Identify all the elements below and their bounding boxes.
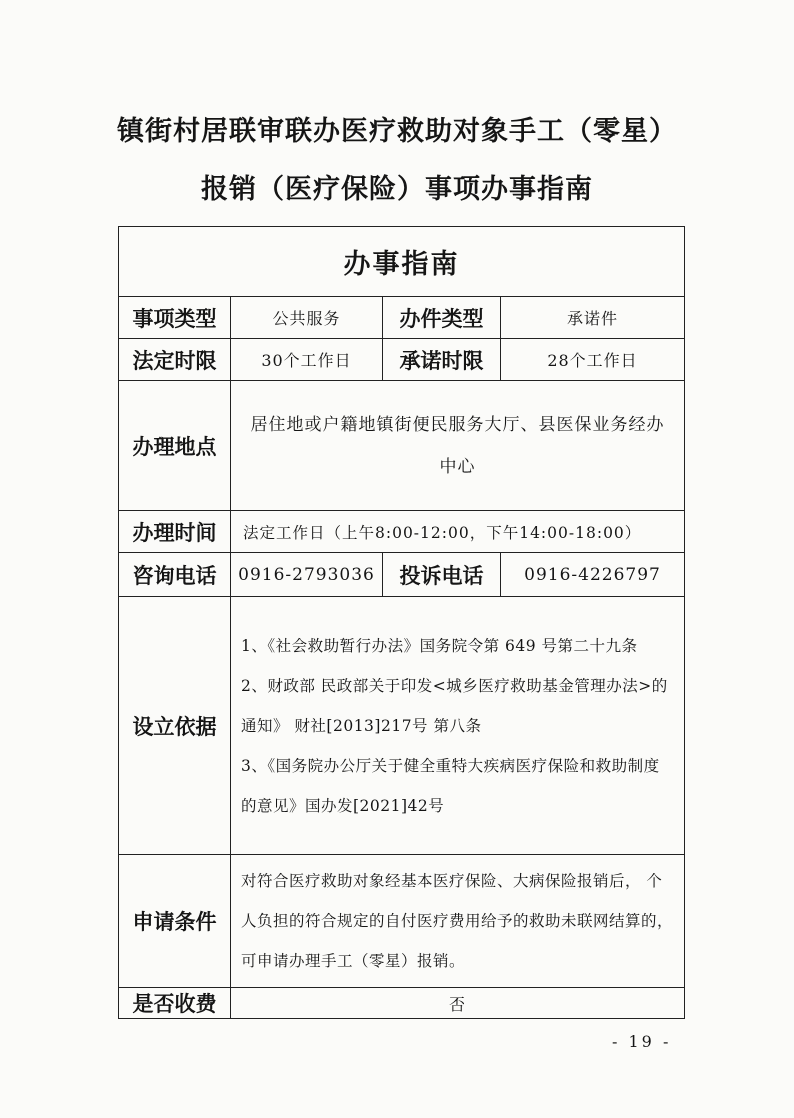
case-type-value: 承诺件 bbox=[501, 297, 685, 339]
consult-phone-label: 咨询电话 bbox=[119, 553, 231, 597]
conditions-label: 申请条件 bbox=[119, 855, 231, 988]
basis-item-2: 2、财政部 民政部关于印发<城乡医疗救助基金管理办法>的通知》 财社[2013]217号 第八条 bbox=[241, 676, 668, 735]
complaint-phone-value: 0916-4226797 bbox=[501, 553, 685, 597]
document-title-line-1: 镇街村居联审联办医疗救助对象手工（零星） bbox=[117, 116, 677, 147]
location-label: 办理地点 bbox=[119, 381, 231, 511]
conditions-value: 对符合医疗救助对象经基本医疗保险、大病保险报销后， 个人负担的符合规定的自付医疗费用给予的救助未联网结算的，可申请办理手工（零星）报销。 bbox=[231, 855, 685, 988]
basis-cell bbox=[231, 597, 685, 855]
legal-limit-label: 法定时限 bbox=[119, 339, 231, 381]
basis-item-3: 3、《国务院办公厅关于健全重特大疾病医疗保险和救助制度的意见》国办发[2021]42号 bbox=[241, 756, 660, 815]
fee-label: 是否收费 bbox=[119, 988, 231, 1019]
fee-value: 否 bbox=[231, 988, 685, 1019]
guide-table bbox=[118, 226, 685, 1019]
promise-limit-label: 承诺时限 bbox=[383, 339, 501, 381]
document-title-line-2: 报销（医疗保险）事项办事指南 bbox=[201, 174, 593, 205]
hours-label: 办理时间 bbox=[119, 511, 231, 553]
basis-label: 设立依据 bbox=[119, 597, 231, 855]
basis-item-1: 1、《社会救助暂行办法》国务院令第 649 号第二十九条 bbox=[241, 636, 638, 655]
consult-phone-value: 0916-2793036 bbox=[231, 553, 383, 597]
case-type-label: 办件类型 bbox=[383, 297, 501, 339]
hours-value: 法定工作日（上午8:00-12:00，下午14:00-18:00） bbox=[231, 511, 685, 553]
promise-limit-value: 28个工作日 bbox=[501, 339, 685, 381]
location-value: 居住地或户籍地镇街便民服务大厅、县医保业务经办中心 bbox=[250, 414, 665, 477]
item-type-value: 公共服务 bbox=[231, 297, 383, 339]
location-cell bbox=[231, 381, 685, 511]
item-type-label: 事项类型 bbox=[119, 297, 231, 339]
page-number: - 19 - bbox=[612, 1032, 672, 1051]
legal-limit-value: 30个工作日 bbox=[231, 339, 383, 381]
complaint-phone-label: 投诉电话 bbox=[383, 553, 501, 597]
table-header: 办事指南 bbox=[119, 227, 685, 297]
